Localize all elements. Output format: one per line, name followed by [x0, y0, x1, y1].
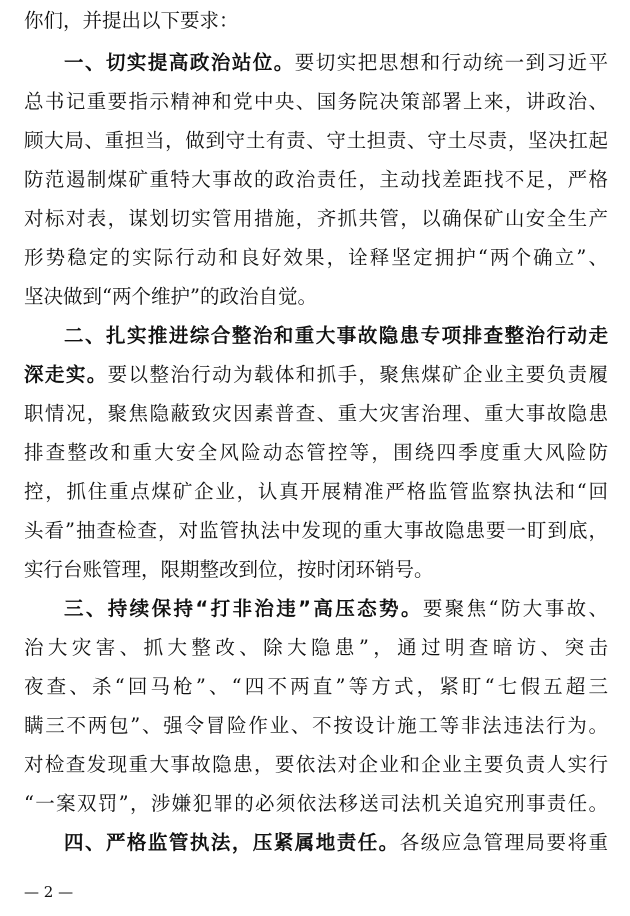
section-4-line-1 — [64, 828, 608, 858]
intro-text: 你们，并提出以下要求： — [24, 9, 239, 32]
section-2-text: 实行台账管理，限期整改到位，按时闭环销号。 — [24, 558, 434, 581]
section-3-heading: 三、持续保持“打非治违”高压态势。 — [64, 597, 423, 620]
section-3-line-1 — [64, 594, 608, 624]
section-1-line-5 — [24, 204, 608, 234]
section-2-text: 职情况，聚焦隐蔽致灾因素普查、重大灾害治理、重大事故隐患 — [24, 402, 608, 425]
section-2-text: 控，抓住重点煤矿企业，认真开展精准严格监管监察执法和“回 — [24, 480, 608, 503]
section-1-text: 对标对表，谋划切实管用措施，齐抓共管，以确保矿山安全生产 — [24, 207, 608, 230]
section-3-line-4 — [24, 711, 608, 741]
section-1-line-3 — [24, 126, 608, 156]
section-3-text: 瞒三不两包”、强令冒险作业、不按设计施工等非法违法行为。 — [24, 714, 608, 737]
section-3-text: 夜查、杀“回马枪”、“四不两直”等方式，紧盯“七假五超三 — [24, 675, 608, 698]
section-1-heading: 一、切实提高政治站位。 — [64, 51, 295, 74]
section-4-text: 各级应急管理局要将重 — [399, 831, 608, 854]
section-2-line-7 — [24, 555, 608, 585]
section-1-text: 顾大局、重担当，做到守土有责、守土担责、守土尽责，坚决扛起 — [24, 129, 608, 152]
section-1-text: 坚决做到“两个维护”的政治自觉。 — [24, 285, 317, 308]
section-3-text: 治大灾害、抓大整改、除大隐患”，通过明查暗访、突击 — [24, 636, 608, 659]
section-2-line-2 — [24, 360, 608, 390]
section-3-text: 要聚焦“防大事故、 — [422, 597, 608, 620]
section-1-line-7 — [24, 282, 608, 312]
section-1-text: 总书记重要指示精神和党中央、国务院决策部署上来，讲政治、 — [24, 90, 608, 113]
section-4-heading: 四、严格监管执法，压紧属地责任。 — [64, 831, 400, 854]
section-3-line-5 — [24, 750, 608, 780]
section-2-line-1 — [64, 321, 608, 351]
section-3-text: 对检查发现重大事故隐患，要依法对企业和企业主要负责人实行 — [24, 753, 608, 776]
section-2-text: 头看”抽查检查，对监管执法中发现的重大事故隐患要一盯到底， — [24, 519, 608, 542]
section-1-line-6 — [24, 243, 608, 273]
section-1-text: 形势稳定的实际行动和良好效果，诠释坚定拥护“两个确立”、 — [24, 246, 608, 269]
section-2-heading-cont: 深走实。 — [24, 363, 108, 386]
page-number: — 2 — — [24, 883, 74, 901]
section-2-text: 要以整治行动为载体和抓手，聚焦煤矿企业主要负责履 — [107, 363, 608, 386]
section-3-line-2 — [24, 633, 608, 663]
section-2-line-4 — [24, 438, 608, 468]
section-3-line-6 — [24, 789, 608, 819]
section-1-text: 要切实把思想和行动统一到习近平 — [294, 51, 608, 74]
section-1-text: 防范遏制煤矿重特大事故的政治责任，主动找差距找不足，严格 — [24, 168, 608, 191]
section-2-heading: 二、扎实推进综合整治和重大事故隐患专项排查整治行动走 — [64, 324, 608, 347]
section-2-line-3 — [24, 399, 608, 429]
section-3-text: “一案双罚”，涉嫌犯罪的必须依法移送司法机关追究刑事责任。 — [24, 792, 608, 815]
section-2-line-6 — [24, 516, 608, 546]
intro-line — [24, 6, 608, 36]
section-3-line-3 — [24, 672, 608, 702]
section-1-line-2 — [24, 87, 608, 117]
section-2-text: 排查整改和重大安全风险动态管控等，围绕四季度重大风险防 — [24, 441, 608, 464]
section-1-line-1 — [64, 48, 608, 78]
section-1-line-4 — [24, 165, 608, 195]
section-2-line-5 — [24, 477, 608, 507]
